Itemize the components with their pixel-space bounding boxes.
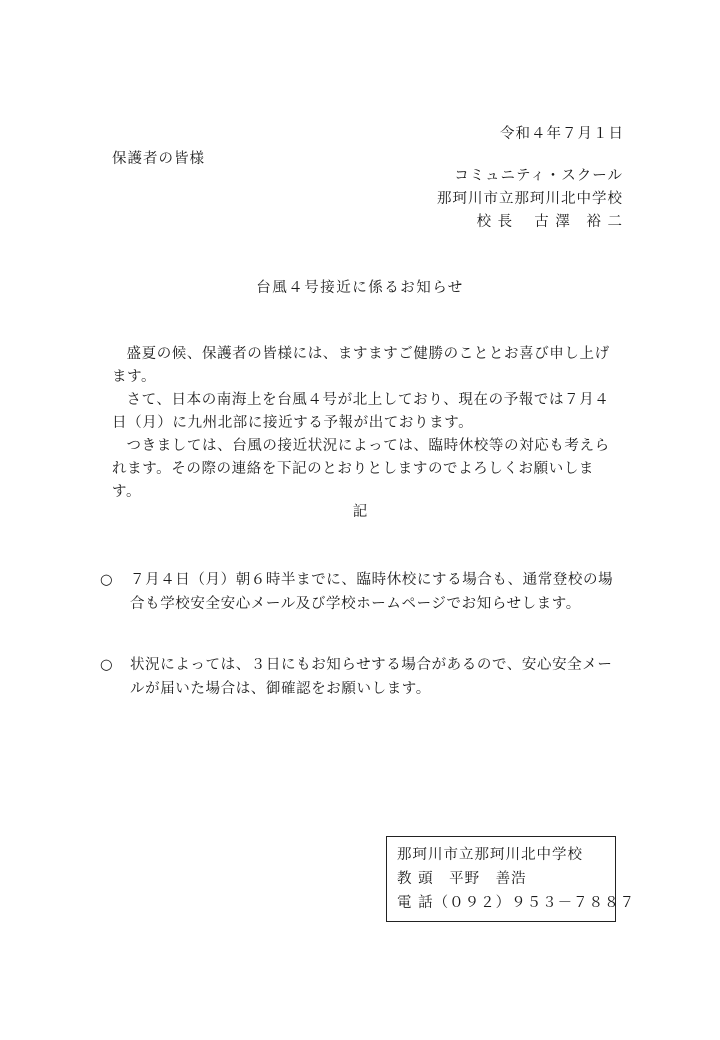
sender-principal: 校 長 古 澤 裕 二 — [476, 214, 623, 230]
notice-item — [100, 653, 620, 701]
notice-item-text: 状況によっては、３日にもお知らせする場合があるので、安心安全メールが届いた場合は、御確認をお願いします。 — [130, 657, 613, 697]
sender-school: 那珂川市立那珂川北中学校 — [437, 191, 623, 207]
contact-phone: 電 話（０９２）９５３－７８８７ — [397, 895, 636, 911]
document-date: 令和４年７月１日 — [500, 126, 624, 142]
body-paragraph: つきましては、台風の接近状況によっては、臨時休校等の対応も考えられます。その際の連絡を下記のとおりとしますのでよろしくお願いします。 — [112, 438, 610, 500]
sender-organization: コミュニティ・スクール — [454, 168, 623, 184]
circle-bullet-icon: ○ — [100, 572, 114, 588]
circle-bullet-icon: ○ — [100, 657, 114, 673]
body-paragraph: 盛夏の候、保護者の皆様には、ますますご健勝のこととお喜び申し上げます。 — [112, 346, 610, 385]
notice-item-text: ７月４日（月）朝６時半までに、臨時休校にする場合も、通常登校の場合も学校安全安心メール及び学校ホームページでお知らせします。 — [130, 572, 614, 612]
ki-heading: 記 — [352, 504, 368, 520]
notice-item — [100, 568, 620, 616]
sender-block — [437, 165, 623, 234]
document-title: 台風４号接近に係るお知らせ — [256, 280, 464, 296]
recipient: 保護者の皆様 — [112, 151, 205, 167]
contact-box — [386, 836, 636, 922]
body-text — [112, 343, 612, 504]
body-paragraph: さて、日本の南海上を台風４号が北上しており、現在の予報では７月４日（月）に九州北部に接近する予報が出ております。 — [112, 392, 610, 431]
contact-school: 那珂川市立那珂川北中学校 — [397, 847, 583, 863]
contact-teacher: 教 頭 平野 善浩 — [397, 871, 527, 887]
